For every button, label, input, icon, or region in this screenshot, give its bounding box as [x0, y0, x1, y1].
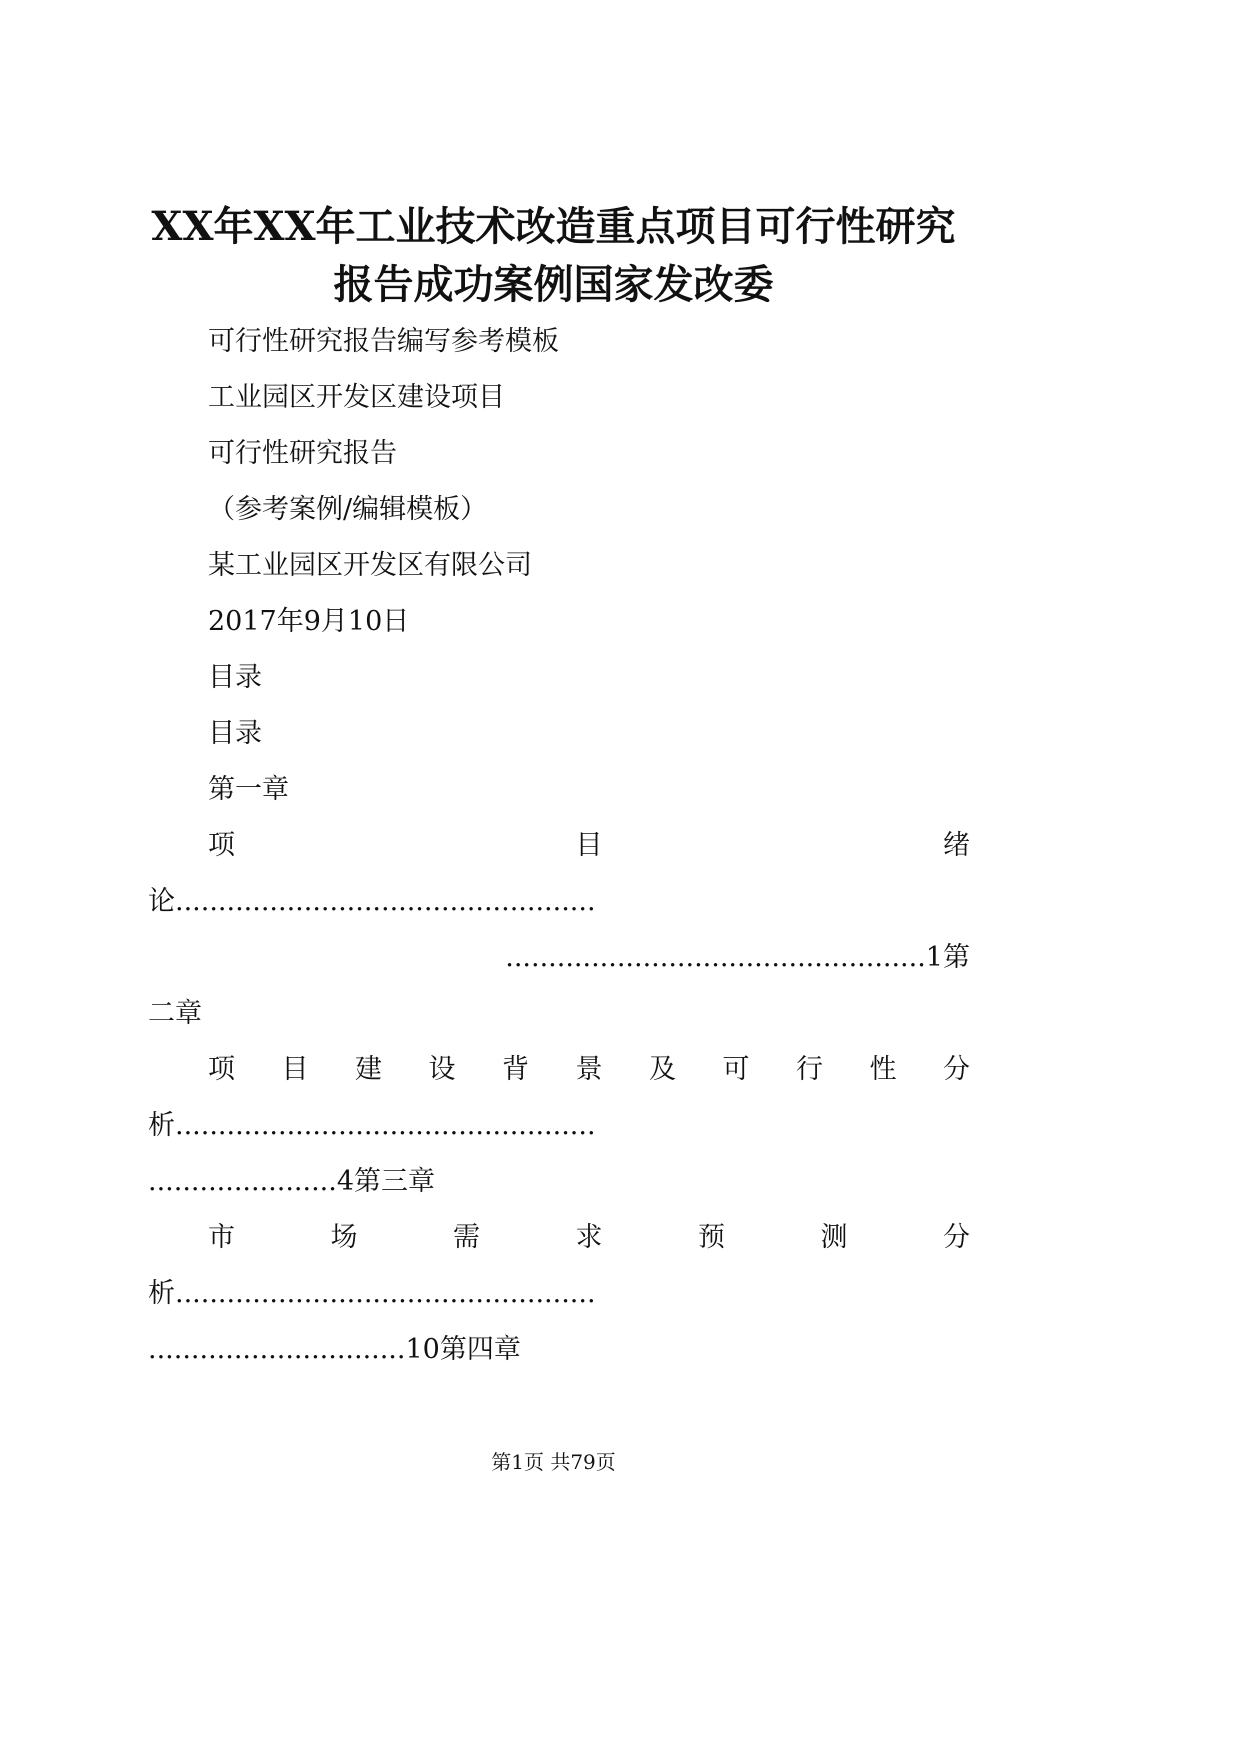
toc-char: 性 [869, 1054, 897, 1085]
toc-leader-line: ......................4第三章 [148, 1166, 435, 1197]
paragraph-line: （参考案例/编辑模板） [208, 494, 488, 525]
document-title-line-2: 报告成功案例国家发改委 [333, 261, 774, 308]
toc-char: 项 [208, 1054, 235, 1085]
toc-char: 市 [208, 1222, 235, 1253]
paragraph-line: 某工业园区开发区有限公司 [208, 550, 532, 581]
toc-char: 测 [820, 1222, 848, 1253]
toc-char: 景 [575, 1054, 603, 1085]
document-title-line-1: XX年XX年工业技术改造重点项目可行性研究 [151, 203, 956, 250]
toc-char: 绪 [943, 830, 970, 861]
toc-char: 目 [575, 830, 603, 861]
toc-leader-line: .................................................1第 [505, 942, 970, 973]
toc-char: 需 [453, 1222, 480, 1253]
toc-leader-line: 析................................................. [148, 1278, 596, 1309]
toc-entry-spread [208, 1050, 970, 1090]
toc-leader-line: ..............................10第四章 [148, 1334, 521, 1365]
toc-entry-spread [208, 1218, 970, 1258]
toc-char: 建 [355, 1054, 382, 1085]
toc-char: 场 [330, 1222, 358, 1253]
toc-char: 背 [502, 1054, 529, 1085]
toc-char: 项 [208, 830, 235, 861]
date-line: 2017年9月10日 [208, 606, 410, 637]
toc-char: 分 [943, 1222, 970, 1253]
toc-char: 可 [722, 1054, 750, 1085]
toc-leader-line: 析................................................. [148, 1110, 596, 1141]
paragraph-line: 可行性研究报告 [208, 438, 397, 469]
toc-char: 设 [428, 1054, 456, 1085]
toc-char: 及 [649, 1054, 676, 1085]
toc-char: 目 [281, 1054, 309, 1085]
paragraph-line: 工业园区开发区建设项目 [208, 382, 505, 413]
toc-continuation: 二章 [148, 998, 202, 1029]
toc-heading: 目录 [208, 718, 262, 749]
chapter-label: 第一章 [208, 774, 289, 805]
toc-char: 分 [943, 1054, 970, 1085]
page-footer: 第1页 共79页 [491, 1450, 616, 1474]
toc-char: 行 [796, 1054, 823, 1085]
toc-char: 预 [698, 1222, 725, 1253]
paragraph-line: 可行性研究报告编写参考模板 [208, 326, 559, 357]
toc-char: 求 [575, 1222, 603, 1253]
toc-heading: 目录 [208, 662, 262, 693]
toc-entry-spread [208, 826, 970, 866]
toc-leader-line: 论................................................. [148, 886, 596, 917]
